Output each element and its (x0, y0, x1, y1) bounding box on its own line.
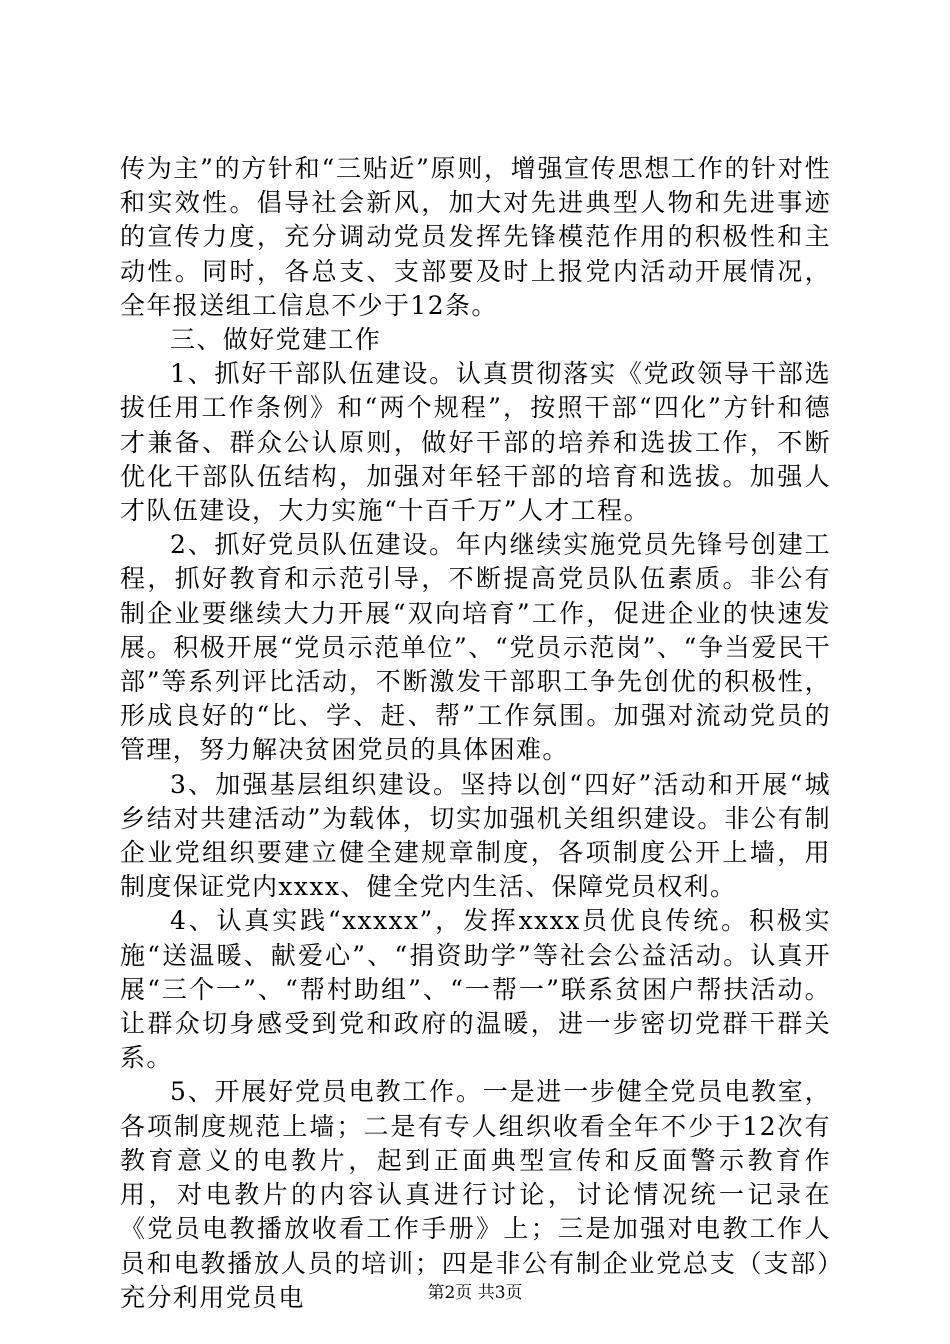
paragraph-practice: 4、认真实践“xxxxx”，发挥xxxx员优良传统。积极实施“送温暖、献爱心”、“捐资助学”等社会公益活动。认真开展“三个一”、“帮村助组”、“一帮一”联系贫困户帮扶活动。让群众切身感受到党和政府的温暖，进一步密切党群干群关系。 (120, 906, 831, 1073)
paragraph-member-building: 2、抓好党员队伍建设。年内继续实施党员先锋号创建工程，抓好教育和示范引导，不断提高党员队伍素质。非公有制企业要继续大力开展“双向培育”工作，促进企业的快速发展。积极开展“党员示范单位”、“党员示范岗”、“争当爱民干部”等系列评比活动，不断激发干部职工争先创优的积极性，形成良好的“比、学、赶、帮”工作氛围。加强对流动党员的管理，努力解决贫困党员的具体困难。 (120, 530, 831, 765)
page-number: 第2页 共3页 (427, 1283, 523, 1303)
paragraph-continuation: 传为主”的方针和“三贴近”原则，增强宣传思想工作的针对性和实效性。倡导社会新风，加大对先进典型人物和先进事迹的宣传力度，充分调动党员发挥先锋模范作用的积极性和主动性。同时，各总支、支部要及时上报党内活动开展情况，全年报送组工信息不少于12条。 (120, 154, 831, 320)
paragraph-cadre-building: 1、抓好干部队伍建设。认真贯彻落实《党政领导干部选拔任用工作条例》和“两个规程”，按照干部“四化”方针和德才兼备、群众公认原则，做好干部的培养和选拔工作，不断优化干部队伍结构，加强对年轻干部的培育和选拔。加强人才队伍建设，大力实施“十百千万”人才工程。 (120, 359, 831, 526)
section-heading: 三、做好党建工作 (170, 325, 382, 355)
document-body (120, 152, 831, 1315)
paragraph-e-education: 5、开展好党员电教工作。一是进一步健全党员电教室，各项制度规范上墙；二是有专人组织收看全年不少于12次有教育意义的电教片，起到正面典型宣传和反面警示教育作用，对电教片的内容认真进行讨论，讨论情况统一记录在《党员电教播放收看工作手册》上；三是加强对电教工作人员和电教播放人员的培训；四是非公有制企业党总支（支部）充分利用党员电 (120, 1077, 831, 1312)
paragraph-grassroots-building: 3、加强基层组织建设。坚持以创“四好”活动和开展“城乡结对共建活动”为载体，切实加强机关组织建设。非公有制企业党组织要建立健全建规章制度，各项制度公开上墙，用制度保证党内xxxx、健全党内生活、保障党员权利。 (120, 769, 831, 902)
page-footer (0, 1282, 950, 1304)
